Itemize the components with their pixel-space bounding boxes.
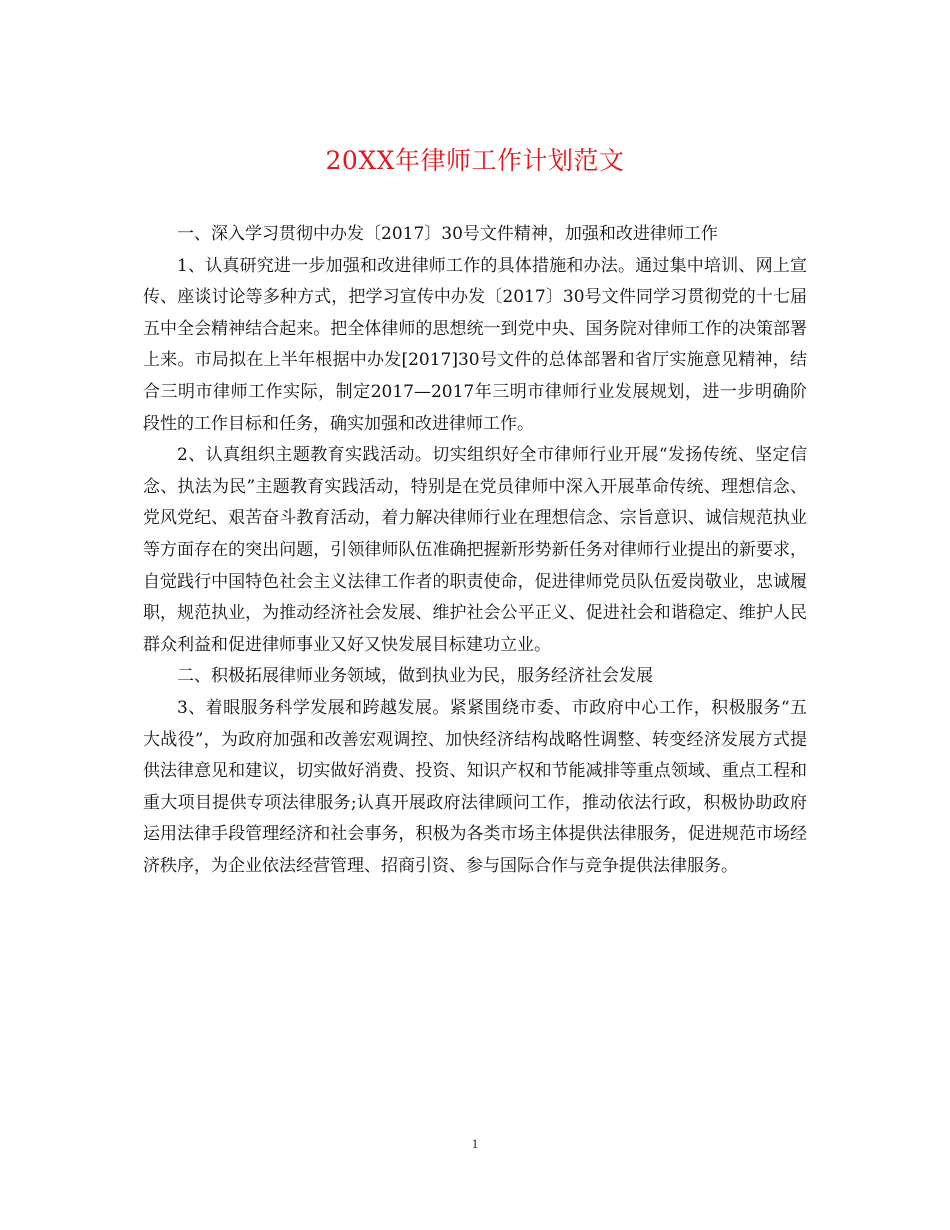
document-title: 20XX年律师工作计划范文	[325, 146, 625, 175]
section-heading-1: 一、深入学习贯彻中办发〔2017〕30号文件精神，加强和改进律师工作	[177, 224, 718, 244]
paragraph-3: 3、着眼服务科学发展和跨越发展。紧紧围绕市委、市政府中心工作，积极服务“五大战役”，为政府加强和改善宏观调控、加快经济结构战略性调整、转变经济发展方式提供法律意见和建议，切实做好消费、投资、知识产权和节能减排等重点领域、重点工程和重大项目提供专项法律服务;认真开展政府法律顾问工作，推动依法行政，积极协助政府运用法律手段管理经济和社会事务，积极为各类市场主体提供法律服务，促进规范市场经济秩序，为企业依法经营管理、招商引资、参与国际合作与竞争提供法律服务。	[143, 697, 807, 876]
paragraph-2: 2、认真组织主题教育实践活动。切实组织好全市律师行业开展“发扬传统、坚定信念、执法为民”主题教育实践活动，特别是在党员律师中深入开展革命传统、理想信念、党风党纪、艰苦奋斗教育活动，着力解决律师行业在理想信念、宗旨意识、诚信规范执业等方面存在的突出问题，引领律师队伍准确把握新形势新任务对律师行业提出的新要求，自觉践行中国特色社会主义法律工作者的职责使命，促进律师党员队伍爱岗敬业，忠诚履职，规范执业，为推动经济社会发展、维护社会公平正义、促进社会和谐稳定、维护人民群众利益和促进律师事业又好又快发展目标建功立业。	[143, 445, 807, 655]
paragraph-1: 1、认真研究进一步加强和改进律师工作的具体措施和办法。通过集中培训、网上宣传、座谈讨论等多种方式，把学习宣传中办发〔2017〕30号文件同学习贯彻党的十七届五中全会精神结合起来。把全体律师的思想统一到党中央、国务院对律师工作的决策部署上来。市局拟在上半年根据中办发[2017]30号文件的总体部署和省厅实施意见精神，结合三明市律师工作实际，制定2017—2017年三明市律师行业发展规划，进一步明确阶段性的工作目标和任务，确实加强和改进律师工作。	[143, 255, 807, 434]
page-number: 1	[471, 1136, 479, 1151]
document-body	[143, 219, 807, 882]
section-heading-2: 二、积极拓展律师业务领域，做到执业为民，服务经济社会发展	[177, 666, 653, 687]
